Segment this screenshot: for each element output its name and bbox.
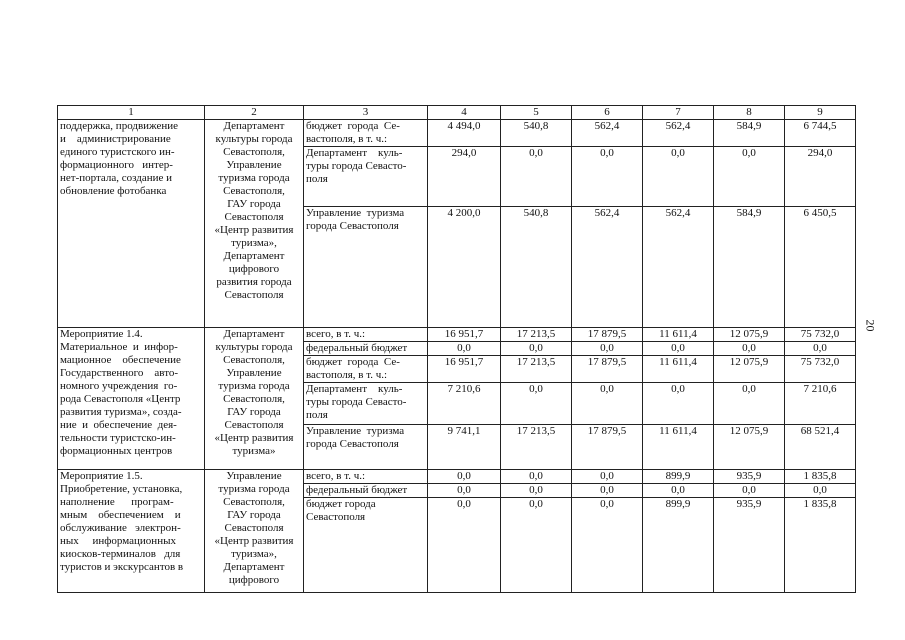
cell-line: туризма города [218,172,290,184]
cell-line: Приобретение, установка, [60,483,183,495]
funding-source-cell [304,425,428,470]
value-cell: 0,0 [501,342,572,356]
activity-cell [58,328,205,470]
value-cell: 7 210,6 [785,383,856,425]
cell-line: обновление фотобанка [60,185,167,197]
value-cell: 0,0 [572,342,643,356]
cell-line: цифрового [228,574,280,586]
cell-line: и администрирование [60,133,171,145]
cell-line: Государственного авто- [60,367,179,379]
cell-line: мным обеспечением и [60,509,181,521]
cell-line: номного учреждения го- [60,380,178,392]
cell-line: Севастополя [224,211,284,223]
funding-source-cell [304,342,428,356]
value-cell: 75 732,0 [785,356,856,383]
cell-line: поля [306,173,328,185]
column-header: 2 [205,106,304,120]
cell-line: Департамент [223,328,285,340]
cell-line: формационных центров [60,445,173,457]
value-cell: 0,0 [501,498,572,593]
value-cell: 0,0 [643,484,714,498]
cell-line: поддержка, продвижение [60,120,179,132]
value-cell: 1 835,8 [785,470,856,484]
cell-line: «Центр развития [214,535,294,547]
cell-line: Департамент [223,561,285,573]
value-cell: 935,9 [714,498,785,593]
funding-source-cell [304,120,428,147]
value-cell: 540,8 [501,120,572,147]
cell-line: ние и обеспечение дея- [60,419,177,431]
value-cell: 11 611,4 [643,425,714,470]
cell-line: ГАУ города [227,406,281,418]
value-cell: 17 213,5 [501,356,572,383]
cell-line: цифрового [228,263,280,275]
column-header: 8 [714,106,785,120]
cell-line: города Севастополя [306,220,399,232]
cell-line: туризма», [231,548,277,560]
value-cell: 0,0 [714,383,785,425]
value-cell: 0,0 [643,147,714,207]
column-header: 5 [501,106,572,120]
value-cell: 0,0 [428,484,501,498]
value-cell: 68 521,4 [785,425,856,470]
executor-cell [205,328,304,470]
value-cell: 0,0 [501,383,572,425]
cell-line: вастополя, в т. ч.: [306,133,388,145]
value-cell: 562,4 [572,120,643,147]
cell-line: Севастополя [224,289,284,301]
value-cell: 294,0 [785,147,856,207]
cell-line: Управление [226,159,282,171]
cell-line: туристов и экскурсантов в [60,561,184,573]
header-row [58,106,856,120]
column-header: 4 [428,106,501,120]
funding-source-cell [304,147,428,207]
cell-line: туризма города [218,483,290,495]
cell-line: «Центр развития [214,224,294,236]
value-cell: 0,0 [643,342,714,356]
value-cell: 12 075,9 [714,328,785,342]
funding-source-cell [304,207,428,328]
cell-line: Материальное и инфор- [60,341,178,353]
value-cell: 11 611,4 [643,328,714,342]
value-cell: 0,0 [428,498,501,593]
column-header: 3 [304,106,428,120]
cell-line: обслуживание электрон- [60,522,181,534]
value-cell: 17 213,5 [501,425,572,470]
cell-line: Департамент куль- [306,147,403,159]
value-cell: 0,0 [572,470,643,484]
cell-line: Департамент куль- [306,383,403,395]
value-cell: 0,0 [428,470,501,484]
column-header: 7 [643,106,714,120]
cell-line: наполнение програм- [60,496,174,508]
cell-line: туризма города [218,380,290,392]
value-cell: 9 741,1 [428,425,501,470]
cell-line: Управление [226,367,282,379]
cell-line: киосков-терминалов для [60,548,181,560]
cell-line: Управление туризма [306,207,405,219]
cell-line: туры города Севасто- [306,396,407,408]
table-row [58,328,856,342]
value-cell: 17 879,5 [572,356,643,383]
value-cell: 6 450,5 [785,207,856,328]
value-cell: 17 213,5 [501,328,572,342]
cell-line: Мероприятие 1.4. [60,328,143,340]
funding-source-cell [304,484,428,498]
cell-line: развития туризма», созда- [60,406,182,418]
value-cell: 584,9 [714,120,785,147]
cell-line: Управление туризма [306,425,405,437]
value-cell: 0,0 [501,470,572,484]
cell-line: бюджет города [306,498,376,510]
value-cell: 0,0 [714,484,785,498]
cell-line: Мероприятие 1.5. [60,470,143,482]
value-cell: 562,4 [643,120,714,147]
value-cell: 17 879,5 [572,328,643,342]
cell-line: культуры города [215,341,293,353]
value-cell: 0,0 [572,383,643,425]
cell-line: туры города Севасто- [306,160,407,172]
cell-line: Управление [226,470,282,482]
column-header: 6 [572,106,643,120]
cell-line: федеральный бюджет [306,342,408,354]
value-cell: 4 494,0 [428,120,501,147]
cell-line: Департамент [223,120,285,132]
cell-line: туризма» [232,445,276,457]
value-cell: 0,0 [643,383,714,425]
funding-source-cell [304,356,428,383]
cell-line: формационного интер- [60,159,173,171]
value-cell: 0,0 [572,147,643,207]
cell-line: федеральный бюджет [306,484,408,496]
value-cell: 0,0 [714,147,785,207]
page-number: 20 [863,319,878,332]
value-cell: 540,8 [501,207,572,328]
activity-cell [58,470,205,593]
value-cell: 17 879,5 [572,425,643,470]
cell-line: Севастополя [224,522,284,534]
value-cell: 294,0 [428,147,501,207]
cell-line: поля [306,409,328,421]
cell-line: бюджет города Се- [306,356,400,368]
column-header: 1 [58,106,205,120]
value-cell: 584,9 [714,207,785,328]
value-cell: 935,9 [714,470,785,484]
cell-line: Департамент [223,250,285,262]
cell-line: «Центр развития [214,432,294,444]
cell-line: ГАУ города [227,509,281,521]
cell-line: Севастополя [224,419,284,431]
value-cell: 12 075,9 [714,425,785,470]
activity-cell [58,120,205,328]
executor-cell [205,120,304,328]
value-cell: 16 951,7 [428,356,501,383]
value-cell: 562,4 [572,207,643,328]
value-cell: 0,0 [785,342,856,356]
cell-line: тельности туристско-ин- [60,432,176,444]
value-cell: 1 835,8 [785,498,856,593]
value-cell: 7 210,6 [428,383,501,425]
cell-line: Севастополя [306,511,366,523]
cell-line: всего, в т. ч.: [306,328,366,340]
value-cell: 0,0 [428,342,501,356]
cell-line: мационное обеспечение [60,354,181,366]
value-cell: 11 611,4 [643,356,714,383]
cell-line: развития города [216,276,292,288]
column-header: 9 [785,106,856,120]
value-cell: 6 744,5 [785,120,856,147]
executor-cell [205,470,304,593]
value-cell: 75 732,0 [785,328,856,342]
cell-line: города Севастополя [306,438,399,450]
funding-source-cell [304,383,428,425]
cell-line: туризма», [231,237,277,249]
funding-source-cell [304,498,428,593]
cell-line: всего, в т. ч.: [306,470,366,482]
table-row [58,470,856,484]
funding-source-cell [304,328,428,342]
cell-line: нет-портала, создание и [60,172,173,184]
value-cell: 899,9 [643,470,714,484]
value-cell: 0,0 [572,498,643,593]
value-cell: 12 075,9 [714,356,785,383]
cell-line: Севастополя, [223,146,285,158]
value-cell: 0,0 [572,484,643,498]
value-cell: 899,9 [643,498,714,593]
value-cell: 0,0 [714,342,785,356]
value-cell: 562,4 [643,207,714,328]
cell-line: культуры города [215,133,293,145]
cell-line: ных информационных [60,535,176,547]
value-cell: 0,0 [501,147,572,207]
cell-line: рода Севастополя «Центр [60,393,181,405]
cell-line: Севастополя, [223,393,285,405]
cell-line: ГАУ города [227,198,281,210]
budget-table [57,105,856,593]
value-cell: 4 200,0 [428,207,501,328]
table-row [58,120,856,147]
cell-line: Севастополя, [223,496,285,508]
cell-line: Севастополя, [223,354,285,366]
funding-source-cell [304,470,428,484]
cell-line: бюджет города Се- [306,120,400,132]
cell-line: Севастополя, [223,185,285,197]
cell-line: вастополя, в т. ч.: [306,369,388,381]
value-cell: 0,0 [785,484,856,498]
value-cell: 16 951,7 [428,328,501,342]
cell-line: единого туристского ин- [60,146,175,158]
value-cell: 0,0 [501,484,572,498]
